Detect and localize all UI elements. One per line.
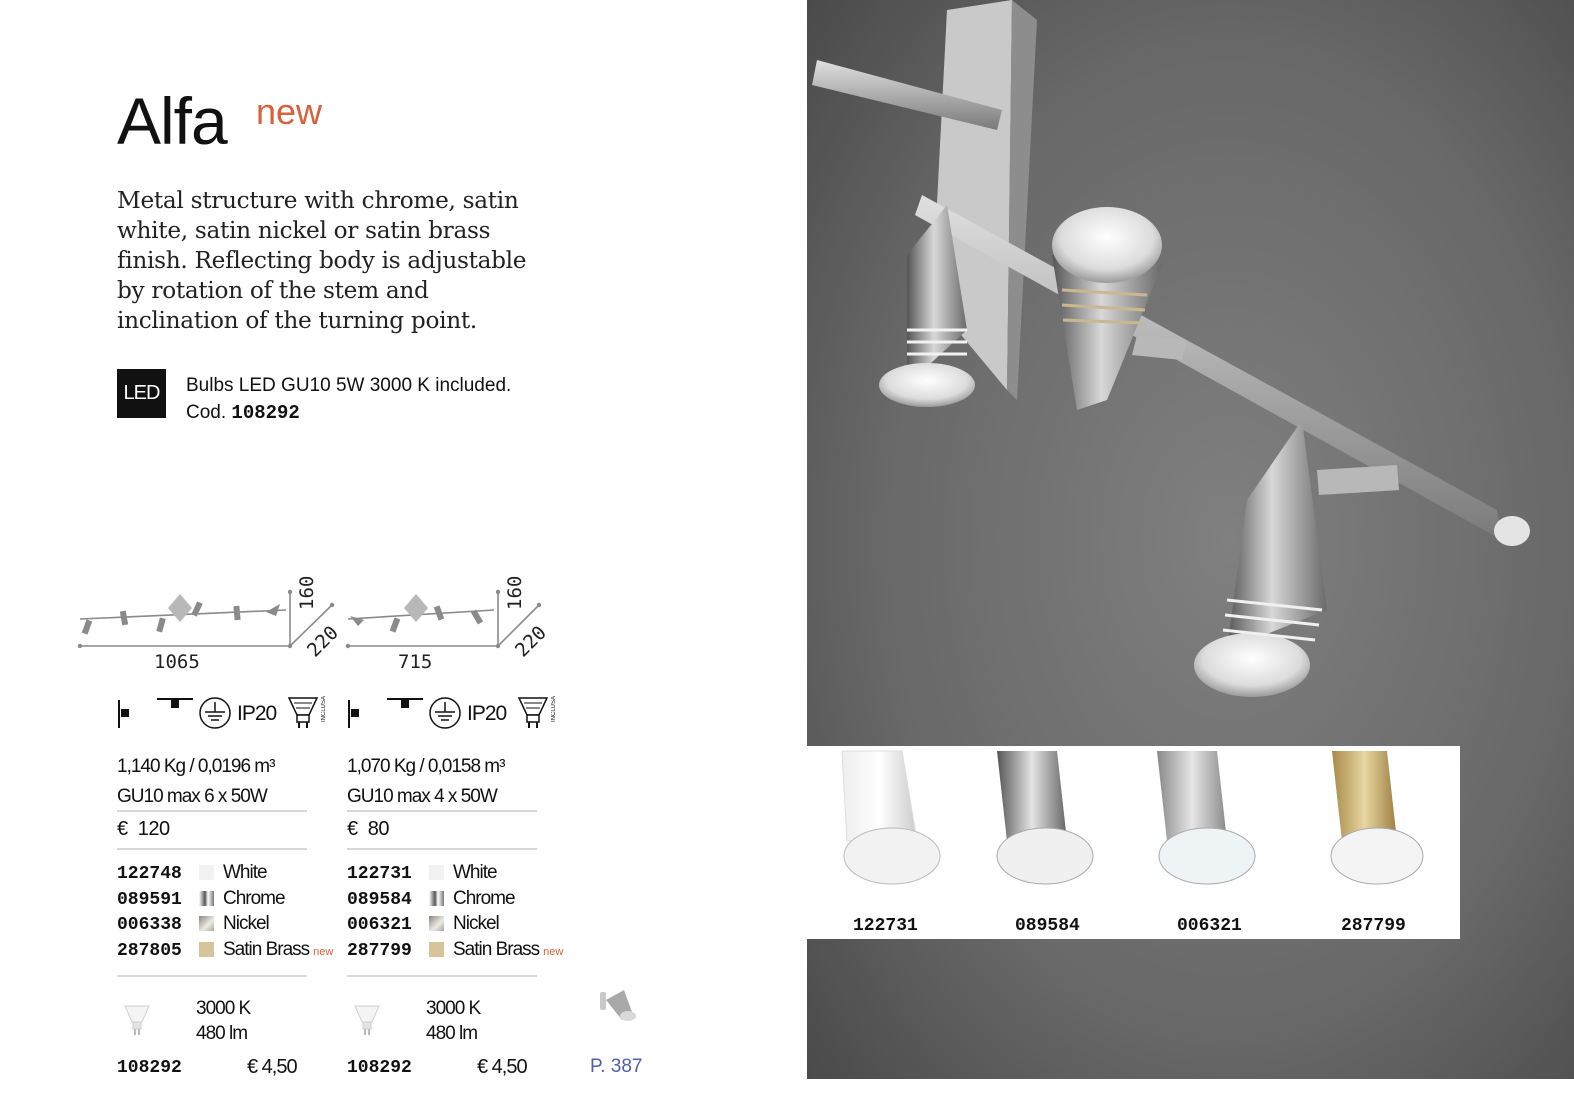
divider: [347, 975, 537, 977]
divider: [347, 848, 537, 850]
spec-icons-1: [117, 694, 337, 734]
dim-height-2: 160: [504, 575, 526, 610]
variant-finish: Nickel: [453, 913, 499, 934]
finish-swatch: [429, 942, 444, 957]
finish-swatch: [199, 916, 214, 931]
variant-code: 287805: [117, 940, 182, 961]
variant-code: 006338: [117, 915, 182, 935]
satin-brass-finish-image: [1331, 751, 1423, 884]
divider: [347, 810, 537, 812]
lamp-price: € 4,50: [247, 1056, 297, 1078]
product-title: Alfa: [117, 84, 227, 158]
variant-row: [347, 886, 563, 912]
dim-depth-1: 220: [303, 621, 343, 662]
lamp-code: 108292: [117, 1058, 182, 1078]
lamp-kelvin: 3000 K: [426, 998, 481, 1019]
led-bulb-icon: [122, 1002, 152, 1038]
lamp-kelvin: 3000 K: [196, 998, 251, 1019]
finish-swatch: [429, 865, 444, 880]
variant-row: [117, 911, 333, 937]
inclusa-label: INCLUSA: [321, 696, 327, 723]
finish-code: 122731: [853, 916, 918, 936]
lamp-lumen: 480 lm: [196, 1023, 248, 1044]
variant-code: 089584: [347, 889, 412, 910]
variant-finish: Satin Brass: [453, 938, 540, 960]
inclusa-label: INCLUSA: [551, 696, 557, 723]
variant-finish: Nickel: [223, 913, 269, 934]
divider: [117, 810, 307, 812]
weight-volume: 1,070 Kg / 0,0158 m³: [347, 756, 505, 777]
lamp-spec-1: [196, 996, 250, 1046]
finish-code: 089584: [1015, 916, 1080, 936]
bulb-note: [186, 372, 511, 427]
variant-row: [347, 911, 563, 937]
finish-swatch: [199, 942, 214, 957]
specs-2: [347, 752, 504, 812]
lamp-lumen: 480 lm: [426, 1023, 478, 1044]
variant-code: 089591: [117, 889, 182, 910]
cod-value: 108292: [231, 402, 300, 424]
price-1: [117, 818, 170, 841]
variant-finish: White: [453, 862, 497, 883]
ip-rating: IP20: [237, 702, 277, 725]
variant-row: [117, 860, 333, 886]
specs-1: [117, 752, 274, 812]
bulb-spec: GU10 max 4 x 50W: [347, 786, 497, 807]
variant-code: 122731: [347, 864, 412, 884]
variant-list-2: [347, 860, 563, 962]
bulb-spec: GU10 max 6 x 50W: [117, 786, 267, 807]
variant-row: [117, 937, 333, 963]
bulb-line: Bulbs LED GU10 5W 3000 K included.: [186, 375, 512, 396]
weight-volume: 1,140 Kg / 0,0196 m³: [117, 756, 275, 777]
spec-icons-2: [347, 694, 567, 734]
variant-finish: Chrome: [223, 887, 285, 909]
finish-swatch: [199, 891, 214, 906]
variant-code: 006321: [347, 915, 412, 935]
variant-row: [347, 860, 563, 886]
product-description: Metal structure with chrome, satin white, satin nickel or satin brass finish. Reflecting body is adjustable by rotation of the stem and inclination of the turning point.: [117, 187, 527, 334]
ip-rating: IP20: [467, 702, 507, 725]
lamp-price: € 4,50: [477, 1056, 527, 1078]
lamp-code: 108292: [347, 1058, 412, 1078]
lamp-spec-2: [426, 996, 480, 1046]
variant-row: [347, 937, 563, 963]
dim-width-1: 1065: [154, 651, 200, 673]
variant-finish: White: [223, 862, 267, 883]
new-badge: new: [256, 91, 323, 132]
finish-swatch: [429, 891, 444, 906]
variant-row: [117, 886, 333, 912]
led-bulb-icon: [352, 1002, 382, 1038]
variant-list-1: [117, 860, 333, 962]
variant-code: 287799: [347, 940, 412, 961]
variant-new-tag: new: [313, 945, 334, 958]
dim-width-2: 715: [398, 651, 433, 673]
cod-line: [186, 399, 511, 427]
finish-swatch: [429, 916, 444, 931]
price-value: 120: [137, 818, 170, 840]
chrome-finish-image: [997, 751, 1093, 884]
divider: [117, 848, 307, 850]
finish-strip-images: [807, 746, 1460, 906]
currency: €: [117, 818, 128, 840]
related-product-thumbnail[interactable]: [596, 982, 640, 1026]
finish-code: 006321: [1177, 916, 1242, 936]
white-finish-image: [842, 751, 940, 884]
dim-height-1: 160: [296, 575, 318, 610]
page-reference-link[interactable]: P. 387: [590, 1056, 643, 1077]
gu10-bulb-icon: [287, 695, 319, 729]
divider: [117, 975, 307, 977]
led-badge: LED: [117, 369, 166, 418]
variant-finish: Chrome: [453, 887, 515, 909]
currency: €: [347, 818, 358, 840]
nickel-finish-image: [1157, 751, 1255, 884]
gu10-bulb-icon: [517, 695, 549, 729]
variant-finish: Satin Brass: [223, 938, 310, 960]
price-value: 80: [367, 818, 389, 840]
finish-code: 287799: [1341, 916, 1406, 936]
price-2: [347, 818, 389, 841]
dim-depth-2: 220: [511, 621, 551, 662]
finish-swatch: [199, 865, 214, 880]
variant-new-tag: new: [543, 945, 564, 958]
cod-label: Cod.: [186, 402, 227, 423]
variant-code: 122748: [117, 864, 182, 884]
